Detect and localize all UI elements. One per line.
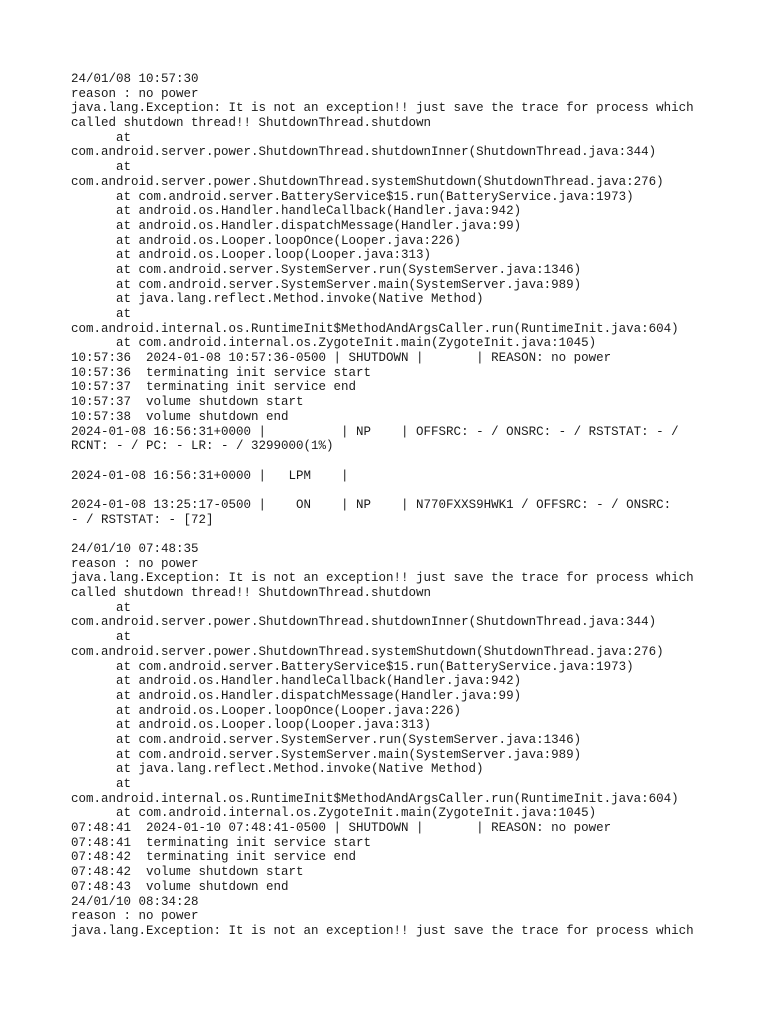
log-line: java.lang.Exception: It is not an exception!! just save the trace for process which	[71, 101, 694, 116]
log-line: 10:57:38 volume shutdown end	[71, 409, 289, 424]
log-line: 24/01/10 08:34:28	[71, 894, 199, 909]
log-line: com.android.server.power.ShutdownThread.systemShutdown(ShutdownThread.java:276)	[71, 644, 664, 659]
log-line: 10:57:36 terminating init service start	[71, 365, 372, 380]
log-line: 07:48:41 2024-01-10 07:48:41-0500 | SHUTDOWN | | REASON: no power	[71, 821, 612, 836]
log-line: com.android.server.power.ShutdownThread.shutdownInner(ShutdownThread.java:344)	[71, 615, 657, 630]
log-line: 07:48:43 volume shutdown end	[71, 879, 289, 894]
log-line: at	[116, 130, 132, 145]
log-line: at java.lang.reflect.Method.invoke(Native Method)	[116, 292, 484, 307]
log-line: at	[116, 600, 132, 615]
log-line: com.android.internal.os.RuntimeInit$MethodAndArgsCaller.run(RuntimeInit.java:604)	[71, 791, 679, 806]
blank-line	[71, 527, 731, 542]
log-line: com.android.internal.os.RuntimeInit$MethodAndArgsCaller.run(RuntimeInit.java:604)	[71, 321, 679, 336]
log-line: at com.android.server.SystemServer.main(SystemServer.java:989)	[116, 747, 582, 762]
log-line: 10:57:37 terminating init service end	[71, 380, 357, 395]
log-line: 07:48:41 terminating init service start	[71, 835, 372, 850]
log-line: 07:48:42 volume shutdown start	[71, 865, 304, 880]
log-line: 10:57:37 volume shutdown start	[71, 395, 304, 410]
log-line: at android.os.Handler.dispatchMessage(Handler.java:99)	[116, 218, 522, 233]
log-line: at	[116, 160, 132, 175]
log-line: at java.lang.reflect.Method.invoke(Native Method)	[116, 762, 484, 777]
log-line: com.android.server.power.ShutdownThread.shutdownInner(ShutdownThread.java:344)	[71, 145, 657, 160]
log-line: 24/01/10 07:48:35	[71, 542, 199, 556]
log-line: at com.android.server.SystemServer.run(SystemServer.java:1346)	[116, 262, 582, 277]
log-line: at android.os.Looper.loop(Looper.java:313)	[116, 248, 432, 263]
log-line: at android.os.Looper.loopOnce(Looper.java:226)	[116, 703, 462, 718]
log-line: at	[116, 630, 132, 645]
log-line: RCNT: - / PC: - LR: - / 3299000(1%)	[71, 439, 334, 454]
log-line: at android.os.Looper.loopOnce(Looper.java:226)	[116, 233, 462, 248]
log-line: at com.android.server.BatteryService$15.run(BatteryService.java:1973)	[116, 189, 634, 204]
log-line: at	[116, 307, 132, 321]
log-line: called shutdown thread!! ShutdownThread.shutdown	[71, 586, 432, 601]
log-line: at com.android.server.BatteryService$15.run(BatteryService.java:1973)	[116, 659, 634, 674]
blank-line	[71, 483, 731, 498]
log-document	[71, 72, 731, 939]
log-line: com.android.server.power.ShutdownThread.systemShutdown(ShutdownThread.java:276)	[71, 174, 664, 189]
log-line: reason : no power	[71, 909, 199, 924]
log-line: - / RSTSTAT: - [72]	[71, 512, 214, 527]
log-line: at com.android.internal.os.ZygoteInit.main(ZygoteInit.java:1045)	[116, 806, 597, 821]
log-line: 24/01/08 10:57:30	[71, 72, 199, 86]
log-line: at com.android.server.SystemServer.run(SystemServer.java:1346)	[116, 732, 582, 747]
log-line: java.lang.Exception: It is not an exception!! just save the trace for process which	[71, 571, 694, 586]
log-line: reason : no power	[71, 86, 199, 101]
log-line: reason : no power	[71, 556, 199, 571]
log-line: 07:48:42 terminating init service end	[71, 850, 357, 865]
log-line: 10:57:36 2024-01-08 10:57:36-0500 | SHUTDOWN | | REASON: no power	[71, 351, 612, 366]
log-line: at android.os.Handler.dispatchMessage(Handler.java:99)	[116, 688, 522, 703]
log-line: 2024-01-08 13:25:17-0500 | ON | NP | N770FXXS9HWK1 / OFFSRC: - / ONSRC:	[71, 497, 672, 512]
log-line: 2024-01-08 16:56:31+0000 | | NP | OFFSRC: - / ONSRC: - / RSTSTAT: - /	[71, 424, 679, 439]
log-line: java.lang.Exception: It is not an exception!! just save the trace for process which	[71, 923, 694, 938]
log-line: 2024-01-08 16:56:31+0000 | LPM |	[71, 468, 349, 483]
log-line: at android.os.Handler.handleCallback(Handler.java:942)	[116, 674, 522, 689]
log-line: at	[116, 777, 132, 791]
blank-line	[71, 454, 731, 469]
log-line: at android.os.Handler.handleCallback(Handler.java:942)	[116, 204, 522, 219]
log-line: called shutdown thread!! ShutdownThread.shutdown	[71, 116, 432, 131]
log-line: at com.android.internal.os.ZygoteInit.main(ZygoteInit.java:1045)	[116, 336, 597, 351]
log-line: at com.android.server.SystemServer.main(SystemServer.java:989)	[116, 277, 582, 292]
log-line: at android.os.Looper.loop(Looper.java:313)	[116, 718, 432, 733]
